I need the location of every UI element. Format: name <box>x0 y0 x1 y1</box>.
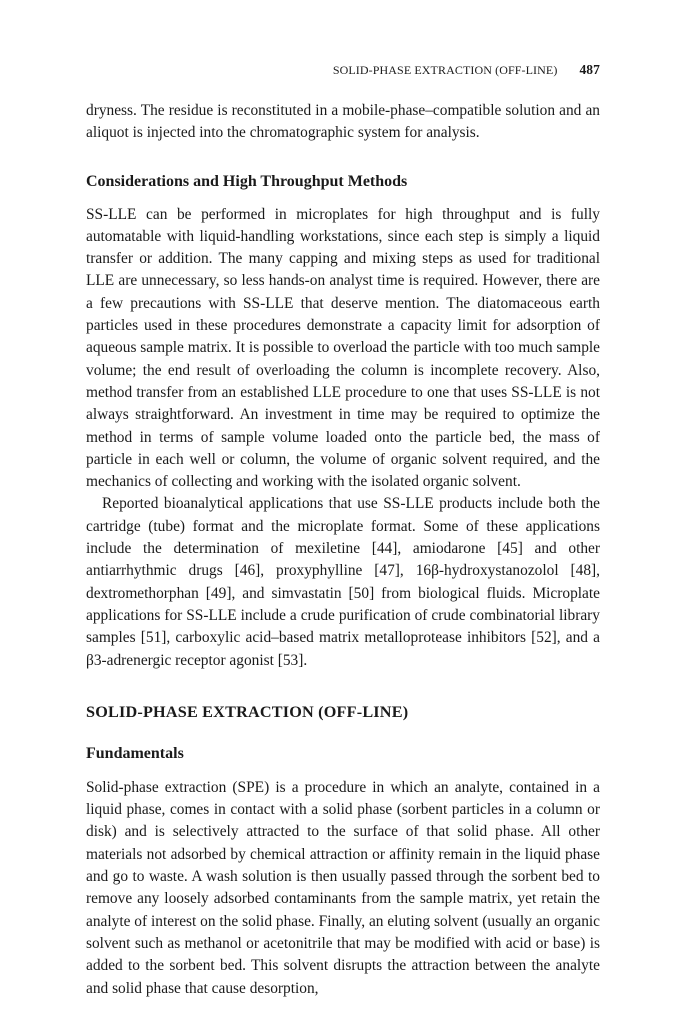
book-page <box>86 62 600 1000</box>
paragraph-ss-lle-throughput: SS-LLE can be performed in microplates for high throughput and is fully automatable with liquid-handling workstations, since each step is simply a liquid transfer or addition. The many capping and mixing steps as used for traditional LLE are unnecessary, so less hands-on analyst time is required. However, there are a few precautions with SS-LLE that deserve mention. The diatomaceous earth particles used in these procedures demonstrate a capacity limit for adsorption of aqueous sample matrix. It is possible to overload the particle with too much sample volume; the end result of overloading the column is incomplete recovery. Also, method transfer from an established LLE procedure to one that uses SS-LLE is not always straightforward. An investment in time may be required to optimize the method in terms of sample volume loaded onto the particle bed, the mass of particle in each well or column, the volume of organic solvent required, and the mechanics of collecting and working with the isolated organic solvent. <box>86 205 600 491</box>
paragraph-spe-definition: Solid-phase extraction (SPE) is a procedure in which an analyte, contained in a liquid phase, comes in contact with a solid phase (sorbent particles in a column or disk) and is selectively attracted to the surface of that solid phase. All other materials not adsorbed by chemical attraction or affinity remain in the liquid phase and go to waste. A wash solution is then usually passed through the sorbent bed to remove any loosely adsorbed contaminants from the sample matrix, yet retain the analyte of interest on the solid phase. Finally, an eluting solvent (usually an organic solvent such as methanol or acetonitrile that may be modified with acid or base) is added to the sorbent bed. This solvent disrupts the attraction between the analyte and solid phase that cause desorption, <box>86 778 600 997</box>
running-head-title: SOLID-PHASE EXTRACTION (OFF-LINE) <box>332 63 558 77</box>
section-heading: SOLID-PHASE EXTRACTION (OFF-LINE) <box>86 702 409 721</box>
paragraph-continued: dryness. The residue is reconstituted in a mobile-phase–compatible solution and an aliquot is injected into the chromatographic system for analysis. <box>86 102 600 142</box>
subheading-fundamentals: Fundamentals <box>86 744 184 762</box>
running-head <box>86 62 600 84</box>
paragraph-applications: Reported bioanalytical applications that use SS-LLE products include both the cartridge (tube) format and the microplate format. Some of these applications include the determination of mexiletine [44], amiodarone [45] and other antiarrhythmic drugs [46], proxyphylline [47], 16β-hydroxystanozolol [48], dextromethorphan [49], and simvastatin [50] from biological fluids. Microplate applications for SS-LLE include a crude purification of crude combinatorial library samples [51], carboxylic acid–based matrix metalloprotease inhibitors [52], and a β3-adrenergic receptor agonist [53]. <box>86 495 600 669</box>
subheading-considerations: Considerations and High Throughput Methods <box>86 172 408 190</box>
page-number: 487 <box>579 62 600 77</box>
